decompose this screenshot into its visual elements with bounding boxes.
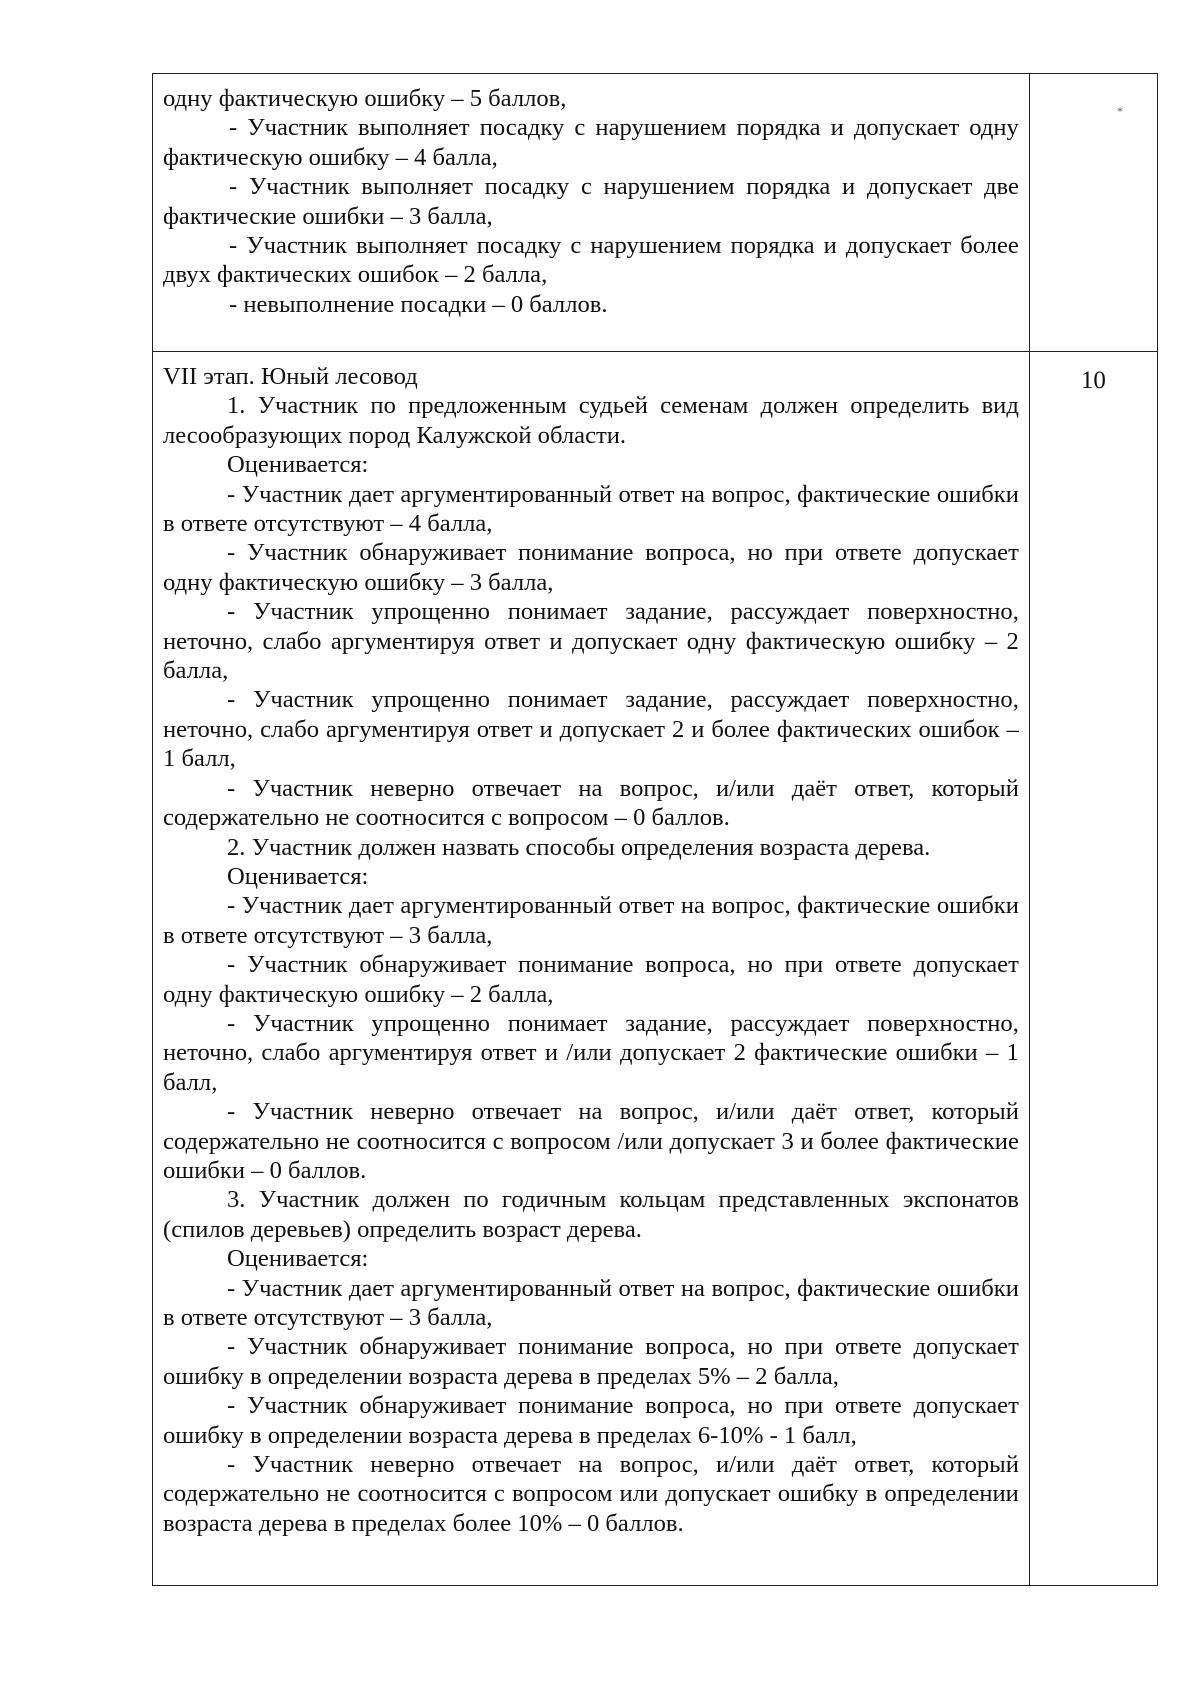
task-paragraph: 3. Участник должен по годичным кольцам представленных экспонатов (спилов деревьев) определить возраст дерева. [163, 1186, 1019, 1243]
paragraph: - Участник упрощенно понимает задание, рассуждает поверхностно, неточно, слабо аргументируя ответ и допускает одну фактическую ошибку – 2 балла, [163, 598, 1019, 685]
paragraph: - Участник дает аргументированный ответ на вопрос, фактические ошибки в ответе отсутствуют – 3 балла, [163, 1274, 1019, 1331]
paragraph: - Участник неверно отвечает на вопрос, и/или даёт ответ, который содержательно не соотносится с вопросом или допускает ошибку в определении возраста дерева в пределах более 10% – 0 баллов. [163, 1451, 1019, 1537]
paragraph: Оценивается: [227, 451, 369, 479]
paragraph: - Участник упрощенно понимает задание, рассуждает поверхностно, неточно, слабо аргументируя ответ и допускает 2 и более фактических ошибок – 1 балл, [163, 686, 1019, 773]
paragraph: - Участник выполняет посадку с нарушением порядка и допускает две фактические ошибки – 3 балла, [163, 173, 1019, 230]
paragraph: Оценивается: [227, 1245, 369, 1273]
task-paragraph: 1. Участник по предложенным судьей семенам должен определить вид лесообразующих пород Калужской области. [163, 392, 1019, 449]
paragraph: одну фактическую ошибку – 5 баллов, [163, 85, 567, 112]
paragraph: - Участник неверно отвечает на вопрос, и/или даёт ответ, который содержательно не соотносится с вопросом – 0 баллов. [163, 774, 1019, 832]
paragraph: - Участник упрощенно понимает задание, рассуждает поверхностно, неточно, слабо аргументируя ответ и /или допускает 2 фактические ошибки – 1 балл, [163, 1009, 1019, 1096]
paragraph: - Участник выполняет посадку с нарушением порядка и допускает более двух фактических ошибок – 2 балла, [163, 232, 1019, 289]
criteria-table [152, 73, 1158, 1586]
paragraph: - Участник обнаруживает понимание вопроса, но при ответе допускает ошибку в определении возраста дерева в пределах 6-10% - 1 балл, [163, 1392, 1019, 1449]
table-row [153, 352, 1158, 1586]
task-paragraph: 2. Участник должен назвать способы определения возраста дерева. [227, 833, 931, 861]
paragraph: Оценивается: [227, 862, 369, 890]
paragraph: - невыполнение посадки – 0 баллов. [229, 290, 608, 318]
criteria-cell [153, 352, 1030, 1586]
table-row [153, 74, 1158, 352]
paragraph: - Участник неверно отвечает на вопрос, и/или даёт ответ, который содержательно не соотносится с вопросом /или допускает 3 и более фактические ошибки – 0 баллов. [163, 1098, 1019, 1184]
score-cell: 10 [1029, 352, 1157, 1586]
paragraph: - Участник обнаруживает понимание вопроса, но при ответе допускает одну фактическую ошибку – 2 балла, [163, 951, 1019, 1008]
paragraph: - Участник обнаруживает понимание вопроса, но при ответе допускает одну фактическую ошибку – 3 балла, [163, 539, 1019, 596]
criteria-cell [153, 74, 1030, 352]
stage-heading: VII этап. Юный лесовод [163, 363, 418, 390]
paragraph: - Участник обнаруживает понимание вопроса, но при ответе допускает ошибку в определении возраста дерева в пределах 5% – 2 балла, [163, 1333, 1019, 1390]
scan-mark: * [1117, 104, 1123, 118]
score-cell [1029, 74, 1157, 352]
paragraph: - Участник выполняет посадку с нарушением порядка и допускает одну фактическую ошибку – 4 балла, [163, 114, 1019, 171]
paragraph: - Участник дает аргументированный ответ на вопрос, фактические ошибки в ответе отсутствуют – 3 балла, [163, 892, 1019, 949]
paragraph: - Участник дает аргументированный ответ на вопрос, фактические ошибки в ответе отсутствуют – 4 балла, [163, 480, 1019, 538]
